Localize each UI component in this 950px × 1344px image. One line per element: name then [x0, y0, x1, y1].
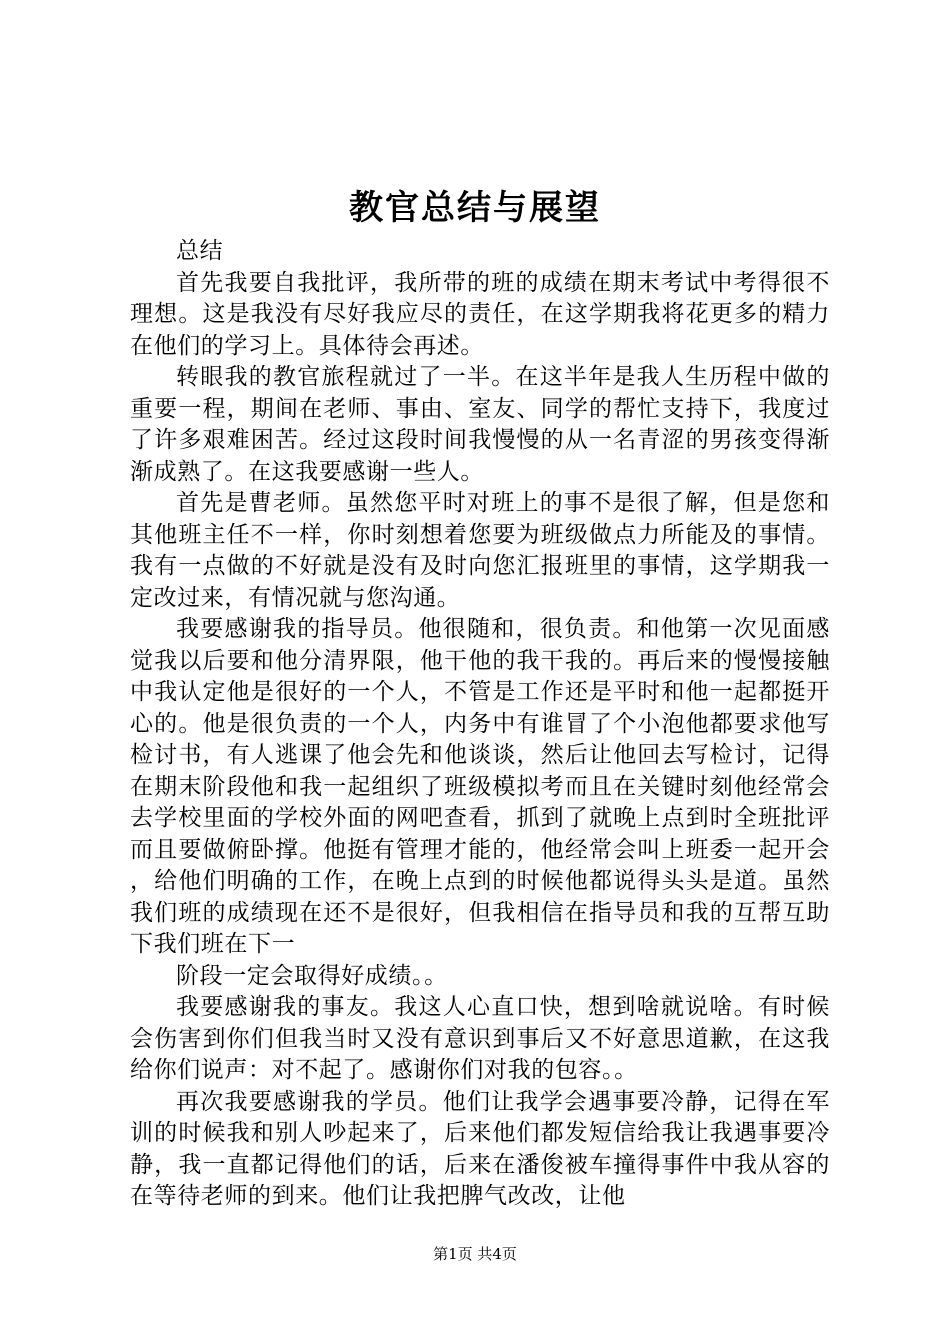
- paragraph: 首先是曹老师。虽然您平时对班上的事不是很了解，但是您和其他班主任不一样，你时刻想着您要为班级做点力所能及的事情。我有一点做的不好就是没有及时向您汇报班里的事情，这学期我一定改过来，有情况就与您沟通。: [130, 490, 830, 611]
- page-title: 教官总结与展望: [349, 188, 601, 228]
- document-body: [130, 236, 830, 1213]
- paragraph: 我要感谢我的指导员。他很随和，很负责。和他第一次见面感觉我以后要和他分清界限，他干他的我干我的。再后来的慢慢接触中我认定他是很好的一个人，不管是工作还是平时和他一起都挺开心的。他是很负责的一个人，内务中有谁冒了个小泡他都要求他写检讨书，有人逃课了他会先和他谈谈，然后让他回去写检讨，记得在期末阶段他和我一起组织了班级模拟考而且在关键时刻他经常会去学校里面的学校外面的网吧查看，抓到了就晚上点到时全班批评而且要做俯卧撑。他挺有管理才能的，他经常会叫上班委一起开会，给他们明确的工作，在晚上点到的时候他都说得头头是道。虽然我们班的成绩现在还不是很好，但我相信在指导员和我的互帮互助下我们班在下一: [130, 616, 830, 957]
- paragraph-heading: 总结: [176, 238, 224, 264]
- page-footer: 第1页 共4页: [433, 1245, 517, 1263]
- paragraph: 再次我要感谢我的学员。他们让我学会遇事要冷静，记得在军训的时候我和别人吵起来了，后来他们都发短信给我让我遇事要冷静，我一直都记得他们的话，后来在潘俊被车撞得事件中我从容的在等待老师的到来。他们让我把脾气改改，让他: [130, 1088, 830, 1209]
- paragraph: 我要感谢我的事友。我这人心直口快，想到啥就说啥。有时候会伤害到你们但我当时又没有意识到事后又不好意思道歉，在这我给你们说声：对不起了。感谢你们对我的包容。。: [130, 994, 830, 1083]
- paragraph: 阶段一定会取得好成绩。。: [176, 962, 448, 989]
- paragraph: 首先我要自我批评，我所带的班的成绩在期末考试中考得很不理想。这是我没有尽好我应尽的责任，在这学期我将花更多的精力在他们的学习上。具体待会再述。: [130, 269, 830, 359]
- paragraph: 转眼我的教官旅程就过了一半。在这半年是我人生历程中做的重要一程，期间在老师、事由、室友、同学的帮忙支持下，我度过了许多艰难困苦。经过这段时间我慢慢的从一名青涩的男孩变得渐渐成熟了。在这我要感谢一些人。: [130, 364, 830, 485]
